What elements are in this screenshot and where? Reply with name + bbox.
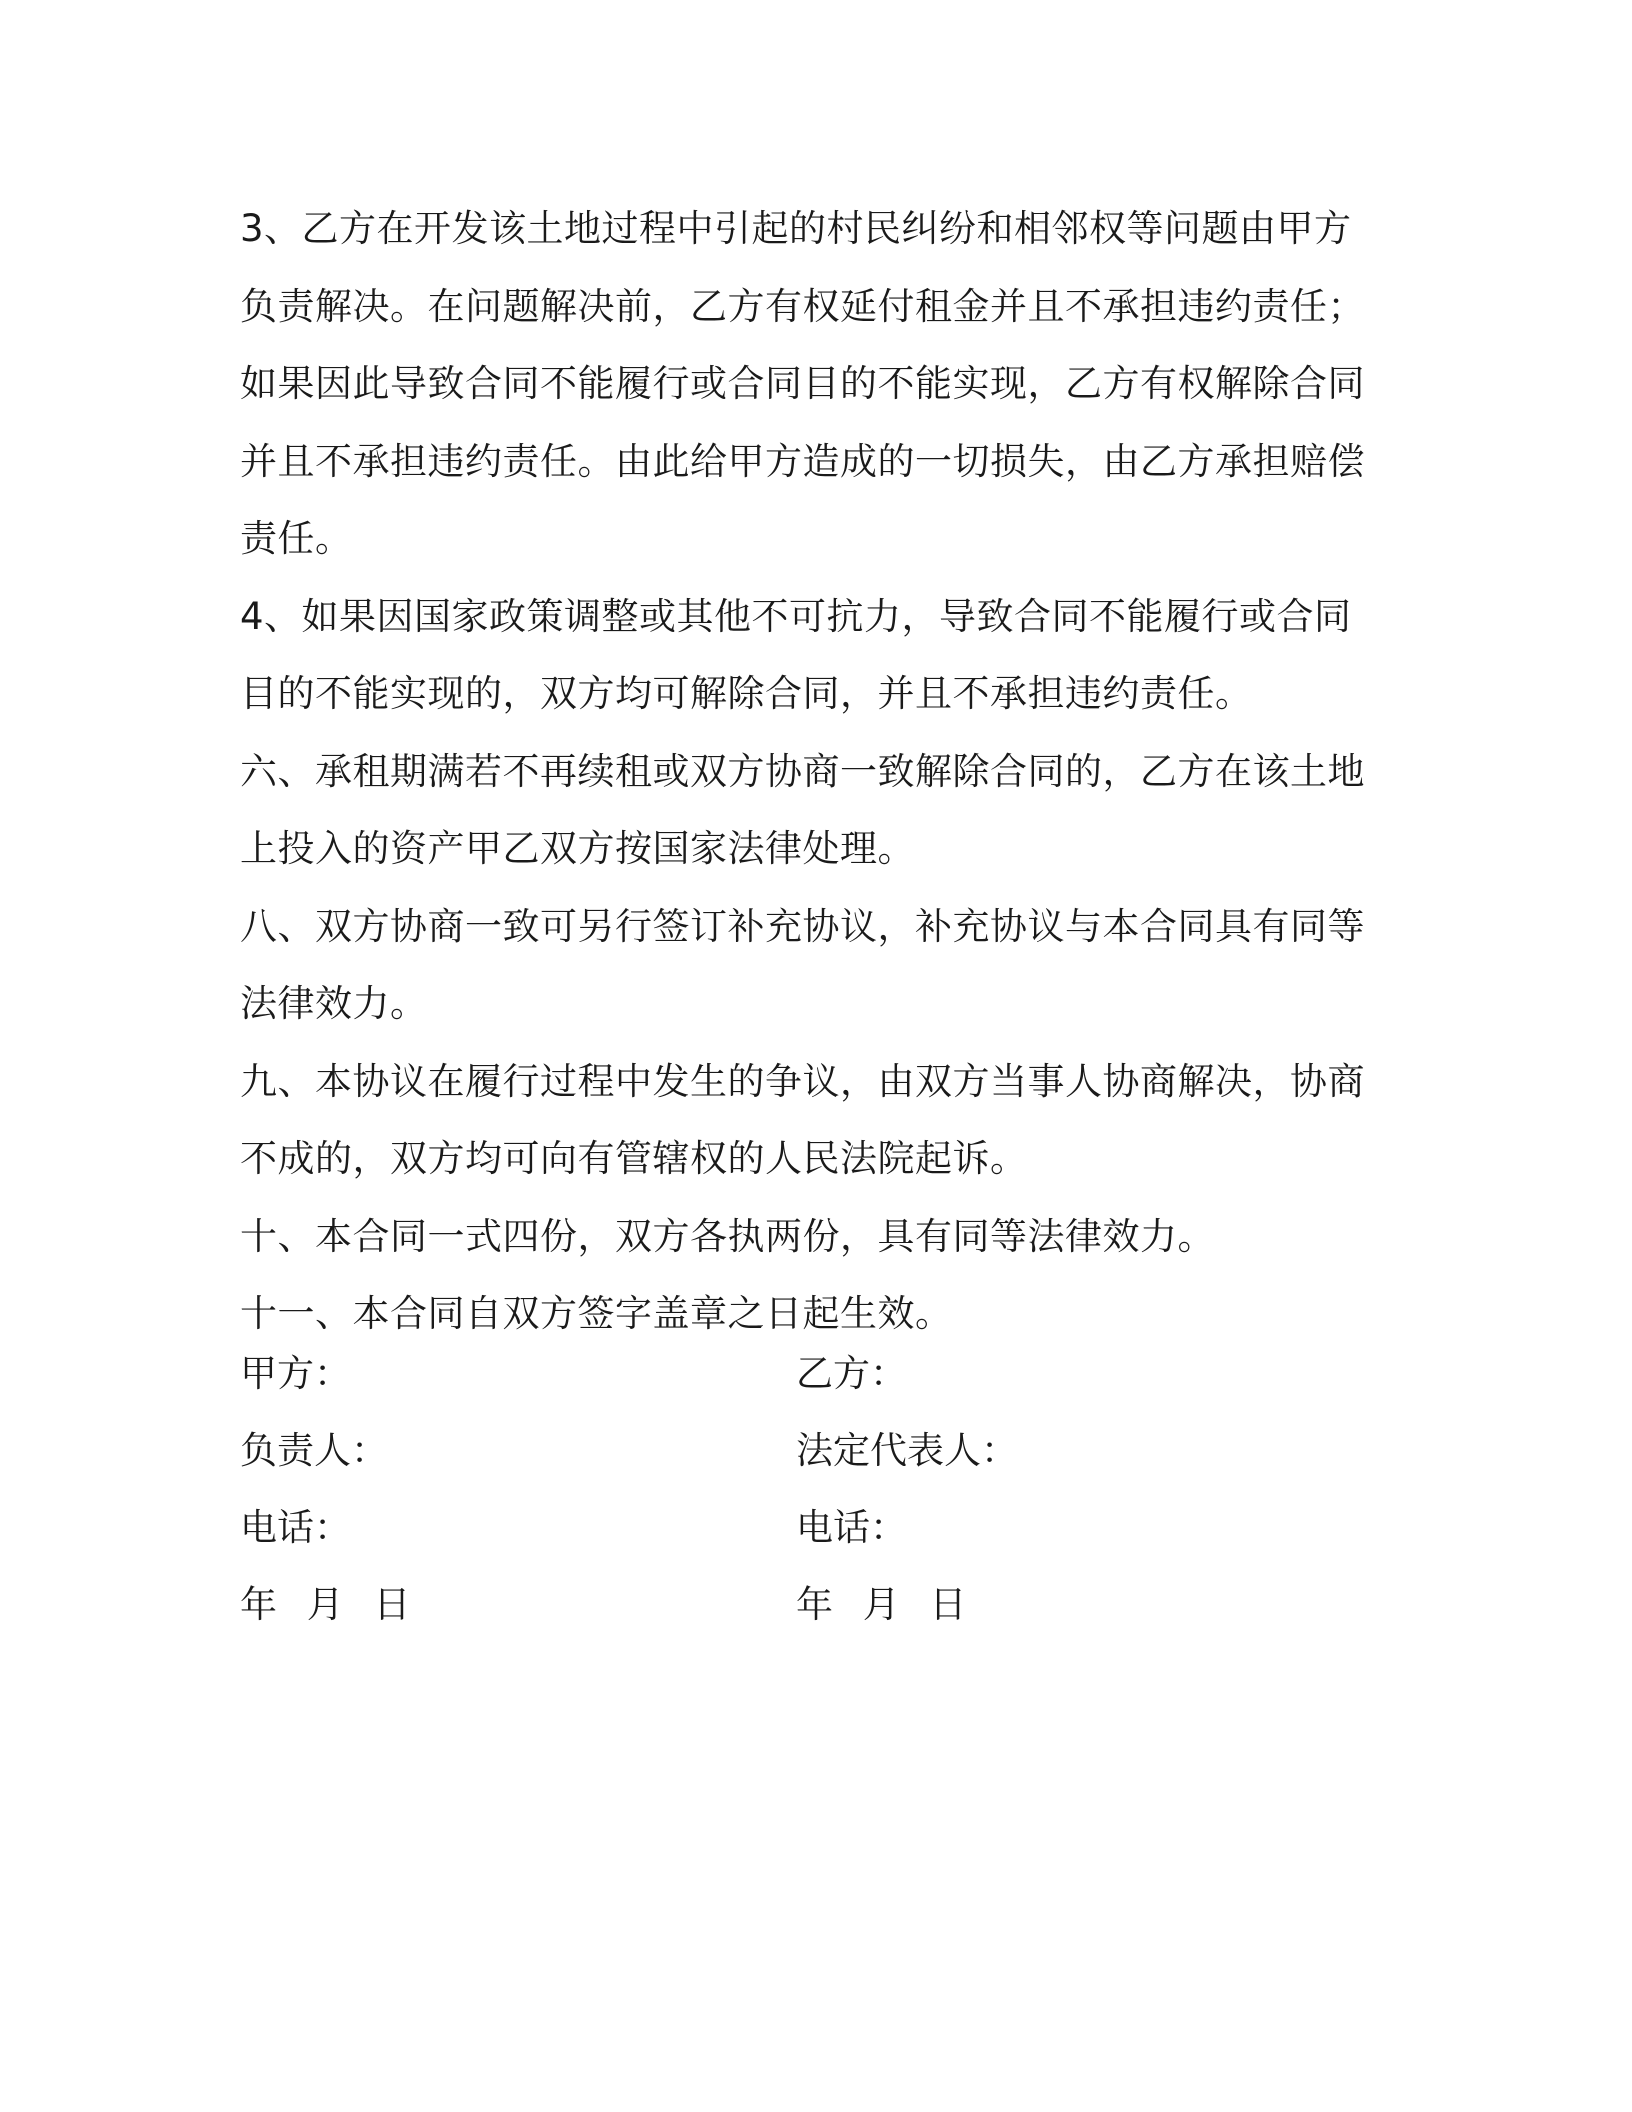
clause-six: 六、承租期满若不再续租或双方协商一致解除合同的，乙方在该土地上投入的资产甲乙双方按国家法律处理。 xyxy=(240,749,1365,870)
party-b-date-day: 日 xyxy=(929,1583,967,1626)
party-a-label: 甲方： xyxy=(240,1352,351,1395)
clause-3: 3、乙方在开发该土地过程中引起的村民纠纷和相邻权等问题由甲方负责解决。在问题解决前，乙方有权延付租金并且不承担违约责任；如果因此导致合同不能履行或合同目的不能实现，乙方有权解除合同并且不承担违约责任。由此给甲方造成的一切损失，由乙方承担赔偿责任。 xyxy=(240,207,1365,560)
party-a-date-day: 日 xyxy=(373,1583,411,1626)
party-b-date xyxy=(796,1566,985,1644)
party-a-responsible-person-label: 负责人： xyxy=(240,1429,388,1472)
party-b-date-year: 年 xyxy=(796,1583,833,1626)
clause-4: 4、如果因国家政策调整或其他不可抗力，导致合同不能履行或合同目的不能实现的，双方均可解除合同，并且不承担违约责任。 xyxy=(240,594,1352,715)
signature-row-party xyxy=(240,1335,1380,1413)
signature-row-date xyxy=(240,1566,1380,1644)
clause-eleven: 十一、本合同自双方签字盖章之日起生效。 xyxy=(240,1292,953,1335)
party-a-date xyxy=(240,1566,429,1644)
party-a-phone-label: 电话： xyxy=(240,1506,351,1549)
party-a-date-month: 月 xyxy=(306,1583,344,1626)
party-b-legal-representative-label: 法定代表人： xyxy=(796,1429,1018,1472)
clause-eight: 八、双方协商一致可另行签订补充协议，补充协议与本合同具有同等法律效力。 xyxy=(240,904,1365,1025)
party-b-date-month: 月 xyxy=(862,1583,900,1626)
signature-row-phone xyxy=(240,1489,1380,1567)
clause-ten: 十、本合同一式四份，双方各执两份，具有同等法律效力。 xyxy=(240,1214,1215,1258)
signature-row-person xyxy=(240,1412,1380,1490)
clause-nine: 九、本协议在履行过程中发生的争议，由双方当事人协商解决，协商不成的，双方均可向有管辖权的人民法院起诉。 xyxy=(240,1059,1365,1180)
party-b-label: 乙方： xyxy=(796,1352,907,1395)
party-a-date-year: 年 xyxy=(240,1583,277,1626)
party-b-phone-label: 电话： xyxy=(796,1506,907,1549)
contract-body xyxy=(240,190,1380,1353)
